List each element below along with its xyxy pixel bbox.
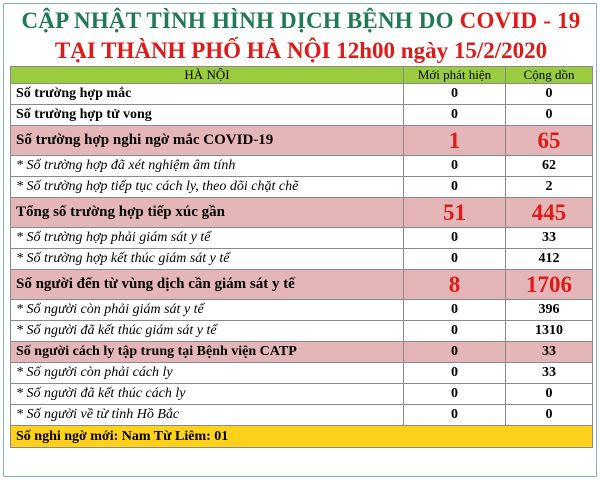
title-line-2: TẠI THÀNH PHỐ HÀ NỘI 12h00 ngày 15/2/2020: [54, 38, 548, 63]
table-row: [11, 405, 593, 426]
row-label: * Số trường hợp kết thúc giám sát y tế: [11, 249, 404, 270]
row-total: 445: [506, 198, 593, 228]
row-total: 65: [506, 126, 593, 156]
report-frame: [3, 3, 597, 477]
table-row: [11, 321, 593, 342]
row-new: 51: [404, 198, 506, 228]
table-row-highlight: [11, 198, 593, 228]
row-label: * Số người về từ tỉnh Hồ Bắc: [11, 405, 404, 426]
row-new: 0: [404, 300, 506, 321]
title-covid-highlight: COVID - 19: [459, 8, 581, 33]
row-total: 33: [506, 228, 593, 249]
row-new: 0: [404, 177, 506, 198]
table-row: [11, 363, 593, 384]
table-row-highlight: [11, 270, 593, 300]
row-new: 1: [404, 126, 506, 156]
row-label: * Số người còn phải giám sát y tế: [11, 300, 404, 321]
row-total: 396: [506, 300, 593, 321]
row-new: 0: [404, 342, 506, 363]
row-new: 0: [404, 321, 506, 342]
row-total: 33: [506, 342, 593, 363]
row-total: 1310: [506, 321, 593, 342]
row-label: * Số người đã kết thúc cách ly: [11, 384, 404, 405]
row-total: 2: [506, 177, 593, 198]
row-label: * Số trường hợp đã xét nghiệm âm tính: [11, 156, 404, 177]
row-new: 0: [404, 105, 506, 126]
header-region: HÀ NỘI: [11, 67, 404, 84]
table-row: [11, 105, 593, 126]
footer-row: [11, 426, 593, 448]
row-total: 33: [506, 363, 593, 384]
row-new: 8: [404, 270, 506, 300]
row-label: Số trường hợp tử vong: [11, 105, 404, 126]
row-new: 0: [404, 228, 506, 249]
row-new: 0: [404, 405, 506, 426]
row-label: Số người đến từ vùng dịch cần giám sát y tế: [11, 270, 404, 300]
table-row-highlight: [11, 342, 593, 363]
title-line-1: [4, 8, 598, 34]
row-label: Tổng số trường hợp tiếp xúc gần: [11, 198, 404, 228]
table-row: [11, 249, 593, 270]
footer-note: Số nghi ngờ mới: Nam Từ Liêm: 01: [11, 426, 593, 448]
row-label: Số trường hợp nghi ngờ mắc COVID-19: [11, 126, 404, 156]
table-row: [11, 177, 593, 198]
title-prefix: CẬP NHẬT TÌNH HÌNH DỊCH BỆNH DO: [21, 8, 460, 33]
row-total: 62: [506, 156, 593, 177]
table-header-row: [11, 67, 593, 84]
table-row: [11, 156, 593, 177]
row-total: 0: [506, 84, 593, 105]
table-row: [11, 84, 593, 105]
row-new: 0: [404, 156, 506, 177]
row-total: 0: [506, 384, 593, 405]
header-total: Cộng dồn: [506, 67, 593, 84]
row-total: 1706: [506, 270, 593, 300]
header-new: Mới phát hiện: [404, 67, 506, 84]
row-new: 0: [404, 384, 506, 405]
row-total: 0: [506, 105, 593, 126]
row-label: * Số trường hợp tiếp tục cách ly, theo dõi chặt chẽ: [11, 177, 404, 198]
table-row: [11, 384, 593, 405]
table-row: [11, 300, 593, 321]
row-label: Số trường hợp mắc: [11, 84, 404, 105]
row-new: 0: [404, 249, 506, 270]
row-label: Số người cách ly tập trung tại Bệnh viện CATP: [11, 342, 404, 363]
table-row: [11, 228, 593, 249]
row-total: 412: [506, 249, 593, 270]
row-new: 0: [404, 363, 506, 384]
stats-table: [10, 66, 593, 448]
row-total: 0: [506, 405, 593, 426]
row-label: * Số trường hợp phải giám sát y tế: [11, 228, 404, 249]
table-row-highlight: [11, 126, 593, 156]
row-label: * Số người đã kết thúc giám sát y tế: [11, 321, 404, 342]
row-label: * Số người còn phải cách ly: [11, 363, 404, 384]
row-new: 0: [404, 84, 506, 105]
